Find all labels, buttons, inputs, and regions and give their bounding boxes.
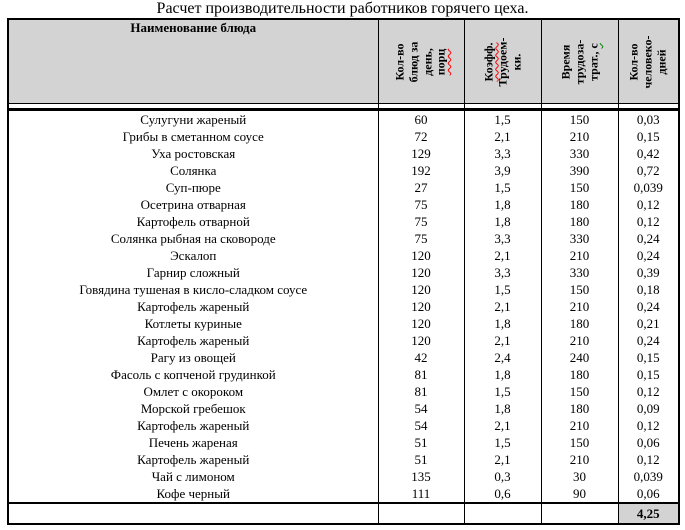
cell-dish-name: Грибы в сметанном соусе bbox=[8, 128, 378, 145]
table-row bbox=[8, 213, 679, 230]
cell-qty-per-day: 192 bbox=[378, 162, 464, 179]
cell-labor-time: 330 bbox=[541, 264, 618, 281]
cell-dish-name: Гарнир сложный bbox=[8, 264, 378, 281]
cell-man-days: 0,06 bbox=[618, 434, 679, 451]
cell-labor-coeff: 1,8 bbox=[464, 315, 541, 332]
cell-labor-coeff: 1,8 bbox=[464, 213, 541, 230]
cell-qty-per-day: 42 bbox=[378, 349, 464, 366]
cell-labor-coeff: 2,1 bbox=[464, 298, 541, 315]
cell-labor-coeff: 3,3 bbox=[464, 145, 541, 162]
cell-qty-per-day: 81 bbox=[378, 383, 464, 400]
cell-man-days: 0,24 bbox=[618, 230, 679, 247]
cell-labor-time: 210 bbox=[541, 451, 618, 468]
cell-man-days: 0,12 bbox=[618, 451, 679, 468]
cell-labor-time: 210 bbox=[541, 247, 618, 264]
cell-man-days: 0,24 bbox=[618, 332, 679, 349]
cell-labor-coeff: 1,8 bbox=[464, 400, 541, 417]
cell-man-days: 0,18 bbox=[618, 281, 679, 298]
rotated-header-mandays bbox=[628, 35, 669, 88]
cell-dish-name: Печень жареная bbox=[8, 434, 378, 451]
cell-labor-time: 210 bbox=[541, 298, 618, 315]
cell-man-days: 0,03 bbox=[618, 110, 679, 129]
cell-labor-time: 90 bbox=[541, 485, 618, 503]
table-row bbox=[8, 298, 679, 315]
cell-man-days: 0,24 bbox=[618, 298, 679, 315]
cell-man-days: 0,15 bbox=[618, 128, 679, 145]
cell-labor-coeff: 1,5 bbox=[464, 179, 541, 196]
table-row bbox=[8, 332, 679, 349]
table-row bbox=[8, 196, 679, 213]
total-cell-coeff bbox=[464, 503, 541, 524]
cell-qty-per-day: 27 bbox=[378, 179, 464, 196]
cell-labor-coeff: 2,1 bbox=[464, 247, 541, 264]
cell-dish-name: Кофе черный bbox=[8, 485, 378, 503]
cell-labor-time: 210 bbox=[541, 332, 618, 349]
cell-dish-name: Чай с лимоном bbox=[8, 468, 378, 485]
cell-man-days: 0,06 bbox=[618, 485, 679, 503]
cell-dish-name: Картофель жареный bbox=[8, 417, 378, 434]
cell-labor-time: 330 bbox=[541, 230, 618, 247]
cell-qty-per-day: 51 bbox=[378, 451, 464, 468]
cell-labor-coeff: 2,4 bbox=[464, 349, 541, 366]
table-row bbox=[8, 110, 679, 129]
cell-labor-coeff: 1,5 bbox=[464, 434, 541, 451]
cell-dish-name: Сулугуни жареный bbox=[8, 110, 378, 129]
header-time-line bbox=[586, 39, 600, 84]
table-row bbox=[8, 247, 679, 264]
cell-labor-time: 210 bbox=[541, 128, 618, 145]
cell-labor-coeff: 2,1 bbox=[464, 332, 541, 349]
cell-labor-coeff: 1,5 bbox=[464, 110, 541, 129]
cell-labor-coeff: 1,8 bbox=[464, 196, 541, 213]
header-time-grammar-flag: с bbox=[585, 42, 600, 48]
column-header-coeff bbox=[464, 19, 541, 104]
cell-labor-time: 330 bbox=[541, 145, 618, 162]
cell-qty-per-day: 60 bbox=[378, 110, 464, 129]
cell-labor-time: 390 bbox=[541, 162, 618, 179]
cell-qty-per-day: 135 bbox=[378, 468, 464, 485]
cell-labor-time: 150 bbox=[541, 179, 618, 196]
table-row bbox=[8, 230, 679, 247]
total-cell-qty bbox=[378, 503, 464, 524]
cell-qty-per-day: 75 bbox=[378, 213, 464, 230]
cell-labor-time: 30 bbox=[541, 468, 618, 485]
cell-man-days: 0,09 bbox=[618, 400, 679, 417]
table-row bbox=[8, 366, 679, 383]
header-row bbox=[8, 19, 679, 104]
cell-labor-time: 210 bbox=[541, 417, 618, 434]
cell-labor-time: 180 bbox=[541, 196, 618, 213]
page-title: Расчет производительности работников горячего цеха. bbox=[156, 0, 529, 17]
cell-labor-coeff: 2,1 bbox=[464, 417, 541, 434]
table-row bbox=[8, 315, 679, 332]
productivity-table bbox=[7, 18, 680, 525]
cell-labor-coeff: 0,6 bbox=[464, 485, 541, 503]
cell-qty-per-day: 72 bbox=[378, 128, 464, 145]
cell-labor-time: 180 bbox=[541, 366, 618, 383]
cell-dish-name: Солянка bbox=[8, 162, 378, 179]
table-body bbox=[8, 19, 679, 524]
cell-labor-coeff: 3,3 bbox=[464, 230, 541, 247]
cell-man-days: 0,12 bbox=[618, 213, 679, 230]
cell-man-days: 0,15 bbox=[618, 349, 679, 366]
cell-dish-name: Эскалоп bbox=[8, 247, 378, 264]
cell-labor-time: 180 bbox=[541, 315, 618, 332]
cell-labor-time: 150 bbox=[541, 383, 618, 400]
table-row bbox=[8, 162, 679, 179]
cell-qty-per-day: 120 bbox=[378, 264, 464, 281]
cell-qty-per-day: 120 bbox=[378, 332, 464, 349]
cell-man-days: 0,39 bbox=[618, 264, 679, 281]
table-row bbox=[8, 383, 679, 400]
total-cell-dish bbox=[8, 503, 378, 524]
header-qty-line: блюд за bbox=[406, 41, 421, 82]
cell-labor-time: 150 bbox=[541, 434, 618, 451]
cell-man-days: 0,039 bbox=[618, 179, 679, 196]
table-row bbox=[8, 400, 679, 417]
cell-labor-time: 150 bbox=[541, 281, 618, 298]
cell-qty-per-day: 54 bbox=[378, 400, 464, 417]
cell-labor-coeff: 2,1 bbox=[464, 451, 541, 468]
cell-qty-per-day: 51 bbox=[378, 434, 464, 451]
cell-dish-name: Котлеты куриные bbox=[8, 315, 378, 332]
rotated-header-coeff bbox=[482, 37, 523, 86]
rotated-header-time bbox=[559, 39, 600, 84]
total-row bbox=[8, 503, 679, 524]
cell-man-days: 0,15 bbox=[618, 366, 679, 383]
table-row bbox=[8, 281, 679, 298]
table-row bbox=[8, 145, 679, 162]
table-row bbox=[8, 468, 679, 485]
cell-dish-name: Картофель отварной bbox=[8, 213, 378, 230]
table-row bbox=[8, 451, 679, 468]
header-mandays-line: Кол-во bbox=[626, 42, 641, 81]
cell-dish-name: Рагу из овощей bbox=[8, 349, 378, 366]
total-mandays-value: 4,25 bbox=[618, 503, 679, 524]
header-qty-line: день, bbox=[420, 47, 434, 76]
table-row bbox=[8, 179, 679, 196]
header-mandays-line: человеко- bbox=[640, 34, 655, 89]
column-header-mandays bbox=[618, 19, 679, 104]
header-time-line: трудоза- bbox=[571, 39, 586, 84]
cell-qty-per-day: 120 bbox=[378, 298, 464, 315]
cell-dish-name: Омлет с окороком bbox=[8, 383, 378, 400]
cell-labor-coeff: 1,5 bbox=[464, 281, 541, 298]
cell-qty-per-day: 120 bbox=[378, 247, 464, 264]
header-coeff-line: Трудоем- bbox=[494, 37, 509, 86]
cell-man-days: 0,039 bbox=[618, 468, 679, 485]
cell-dish-name: Уха ростовская bbox=[8, 145, 378, 162]
cell-labor-coeff: 3,9 bbox=[464, 162, 541, 179]
header-qty-line: Кол-во bbox=[392, 42, 407, 81]
cell-qty-per-day: 120 bbox=[378, 281, 464, 298]
cell-man-days: 0,42 bbox=[618, 145, 679, 162]
header-qty-line-misspelled: порц bbox=[433, 48, 448, 75]
cell-labor-time: 240 bbox=[541, 349, 618, 366]
cell-dish-name: Суп-пюре bbox=[8, 179, 378, 196]
table-row bbox=[8, 417, 679, 434]
header-coeff-line-misspelled: Коэфф. bbox=[480, 42, 495, 81]
cell-dish-name: Осетрина отварная bbox=[8, 196, 378, 213]
rotated-header-qty bbox=[393, 41, 448, 82]
cell-qty-per-day: 75 bbox=[378, 196, 464, 213]
column-header-qty bbox=[378, 19, 464, 104]
cell-man-days: 0,12 bbox=[618, 383, 679, 400]
column-header-dish: Наименование блюда bbox=[8, 19, 378, 104]
total-cell-time bbox=[541, 503, 618, 524]
cell-man-days: 0,24 bbox=[618, 247, 679, 264]
table-row bbox=[8, 264, 679, 281]
cell-qty-per-day: 129 bbox=[378, 145, 464, 162]
cell-labor-coeff: 0,3 bbox=[464, 468, 541, 485]
cell-dish-name: Картофель жареный bbox=[8, 332, 378, 349]
cell-qty-per-day: 111 bbox=[378, 485, 464, 503]
cell-qty-per-day: 75 bbox=[378, 230, 464, 247]
cell-dish-name: Солянка рыбная на сковороде bbox=[8, 230, 378, 247]
table-row bbox=[8, 485, 679, 503]
header-mandays-line: дней bbox=[654, 48, 669, 75]
cell-man-days: 0,12 bbox=[618, 196, 679, 213]
cell-labor-time: 180 bbox=[541, 400, 618, 417]
column-header-time bbox=[541, 19, 618, 104]
cell-man-days: 0,12 bbox=[618, 417, 679, 434]
table-row bbox=[8, 434, 679, 451]
cell-labor-time: 150 bbox=[541, 110, 618, 129]
table-row bbox=[8, 128, 679, 145]
header-time-text: трат., bbox=[585, 47, 600, 81]
table-row bbox=[8, 349, 679, 366]
cell-man-days: 0,72 bbox=[618, 162, 679, 179]
cell-qty-per-day: 120 bbox=[378, 315, 464, 332]
header-time-line: Время bbox=[557, 44, 572, 79]
cell-qty-per-day: 54 bbox=[378, 417, 464, 434]
cell-labor-coeff: 3,3 bbox=[464, 264, 541, 281]
cell-labor-coeff: 1,8 bbox=[464, 366, 541, 383]
cell-qty-per-day: 81 bbox=[378, 366, 464, 383]
cell-dish-name: Картофель жареный bbox=[8, 298, 378, 315]
cell-labor-time: 180 bbox=[541, 213, 618, 230]
cell-labor-coeff: 1,5 bbox=[464, 383, 541, 400]
header-coeff-line: ки. bbox=[508, 53, 523, 70]
cell-dish-name: Фасоль с копченой грудинкой bbox=[8, 366, 378, 383]
cell-dish-name: Говядина тушеная в кисло-сладком соусе bbox=[8, 281, 378, 298]
cell-dish-name: Картофель жареный bbox=[8, 451, 378, 468]
cell-dish-name: Морской гребешок bbox=[8, 400, 378, 417]
cell-labor-coeff: 2,1 bbox=[464, 128, 541, 145]
cell-man-days: 0,21 bbox=[618, 315, 679, 332]
